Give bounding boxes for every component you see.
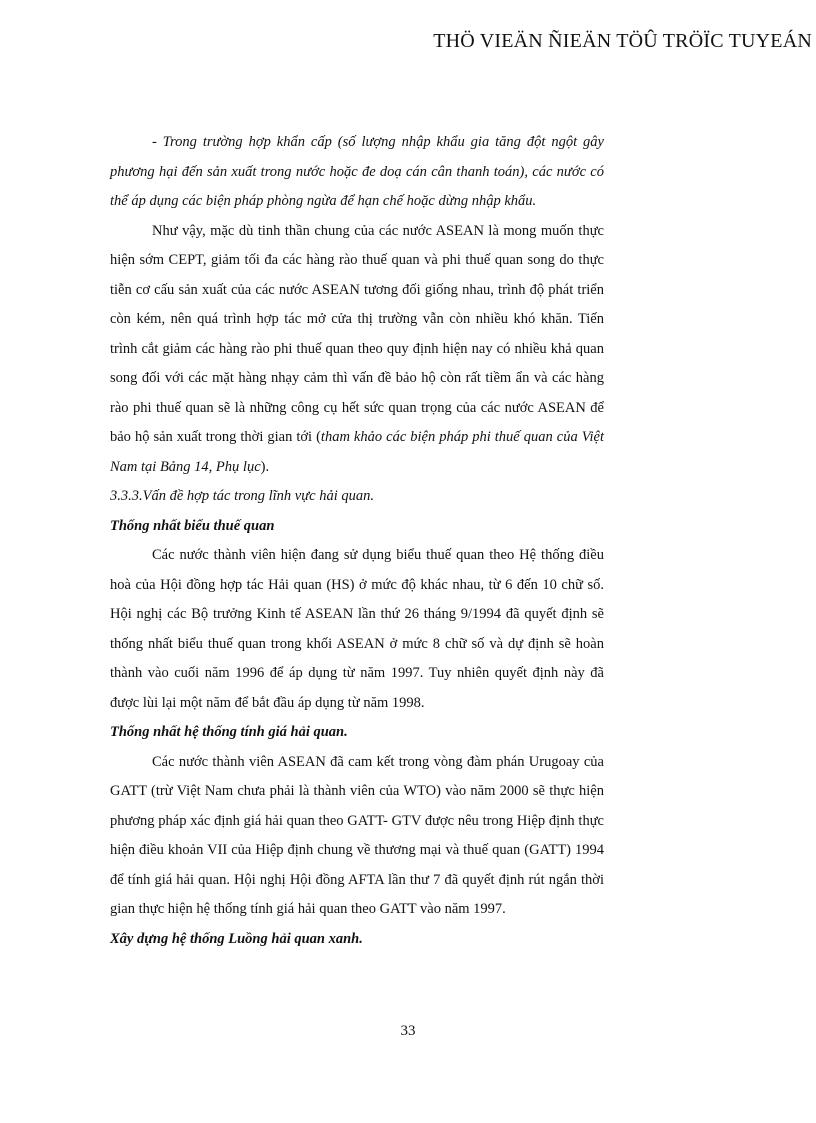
page-number: 33 (400, 1023, 416, 1039)
paragraph-customs-valuation: Các nước thành viên ASEAN đã cam kết trong vòng đàm phán Urugoay của GATT (trừ Việt Nam chưa phải là thành viên của WTO) vào năm 2000 sẽ thực hiện phương pháp xác định giá hải quan theo GATT- GTV được nêu trong Hiệp định thực hiện điều khoản VII của Hiệp định chung về thương mại và thuế quan (GATT) 1994 để tính giá hải quan. Hội nghị Hội đồng AFTA lần thư 7 đã quyết định rút ngắn thời gian thực hiện hệ thống tính giá hải quan theo GATT vào năm 1997. (110, 753, 604, 917)
paragraph-text-end: ). (260, 458, 270, 475)
subheading-customs-valuation: Thống nhất hệ thống tính giá hải quan. (110, 724, 348, 740)
section-heading: 3.3.3.Vấn đề hợp tác trong lĩnh vực hải quan. (110, 488, 374, 504)
reference-note: tham khảo các biện pháp phi thuế quan của Việt Nam tại Bảng 14, Phụ lục (110, 429, 604, 475)
subheading-green-lane: Xây dựng hệ thống Luồng hải quan xanh. (110, 930, 363, 947)
subheading-tariff: Thống nhất biểu thuế quan (110, 517, 275, 534)
paragraph-emergency-measures: - Trong trường hợp khẩn cấp (số lượng nhập khẩu gia tăng đột ngột gây phương hại đến sản xuất trong nước hoặc đe doạ cán cân thanh toán), các nước có thể áp dụng các biện pháp phòng ngừa để hạn chế hoặc dừng nhập khẩu. (110, 134, 604, 209)
paragraph-tariff: Các nước thành viên hiện đang sử dụng biểu thuế quan theo Hệ thống điều hoà của Hội đồng hợp tác Hải quan (HS) ở mức độ khác nhau, từ 6 đến 10 chữ số. Hội nghị các Bộ trưởng Kinh tế ASEAN lần thứ 26 tháng 9/1994 đã quyết định sẽ thống nhất biểu thuế quan trong khối ASEAN ở mức 8 chữ số và dự định sẽ hoàn thành vào cuối năm 1996 để áp dụng từ năm 1997. Tuy nhiên quyết định này đã được lùi lại một năm để bắt đầu áp dụng từ năm 1998. (110, 547, 604, 711)
paragraph-asean-cept (110, 217, 604, 483)
document-body (110, 128, 604, 954)
page-header: THÖ VIEÄN ÑIEÄN TÖÛ TRÖÏC TUYEÁN (433, 30, 812, 52)
paragraph-text: Như vậy, mặc dù tinh thần chung của các nước ASEAN là mong muốn thực hiện sớm CEPT, giảm tối đa các hàng rào thuế quan và phi thuế quan song do thực tiễn cơ cấu sản xuất của các nước ASEAN tương đối giống nhau, trình độ phát triển còn kém, nên quá trình hợp tác mở cửa thị trường vẫn còn nhiều khó khăn. Tiến trình cắt giảm các hàng rào phi thuế quan theo quy định hiện nay có nhiều khả quan song đối với các mặt hàng nhạy cảm thì vấn đề bảo hộ còn rất tiềm ẩn và các hàng rào phi thuế quan sẽ là những công cụ hết sức quan trọng của các nước ASEAN để bảo hộ sản xuất trong thời gian tới ( (110, 222, 604, 445)
